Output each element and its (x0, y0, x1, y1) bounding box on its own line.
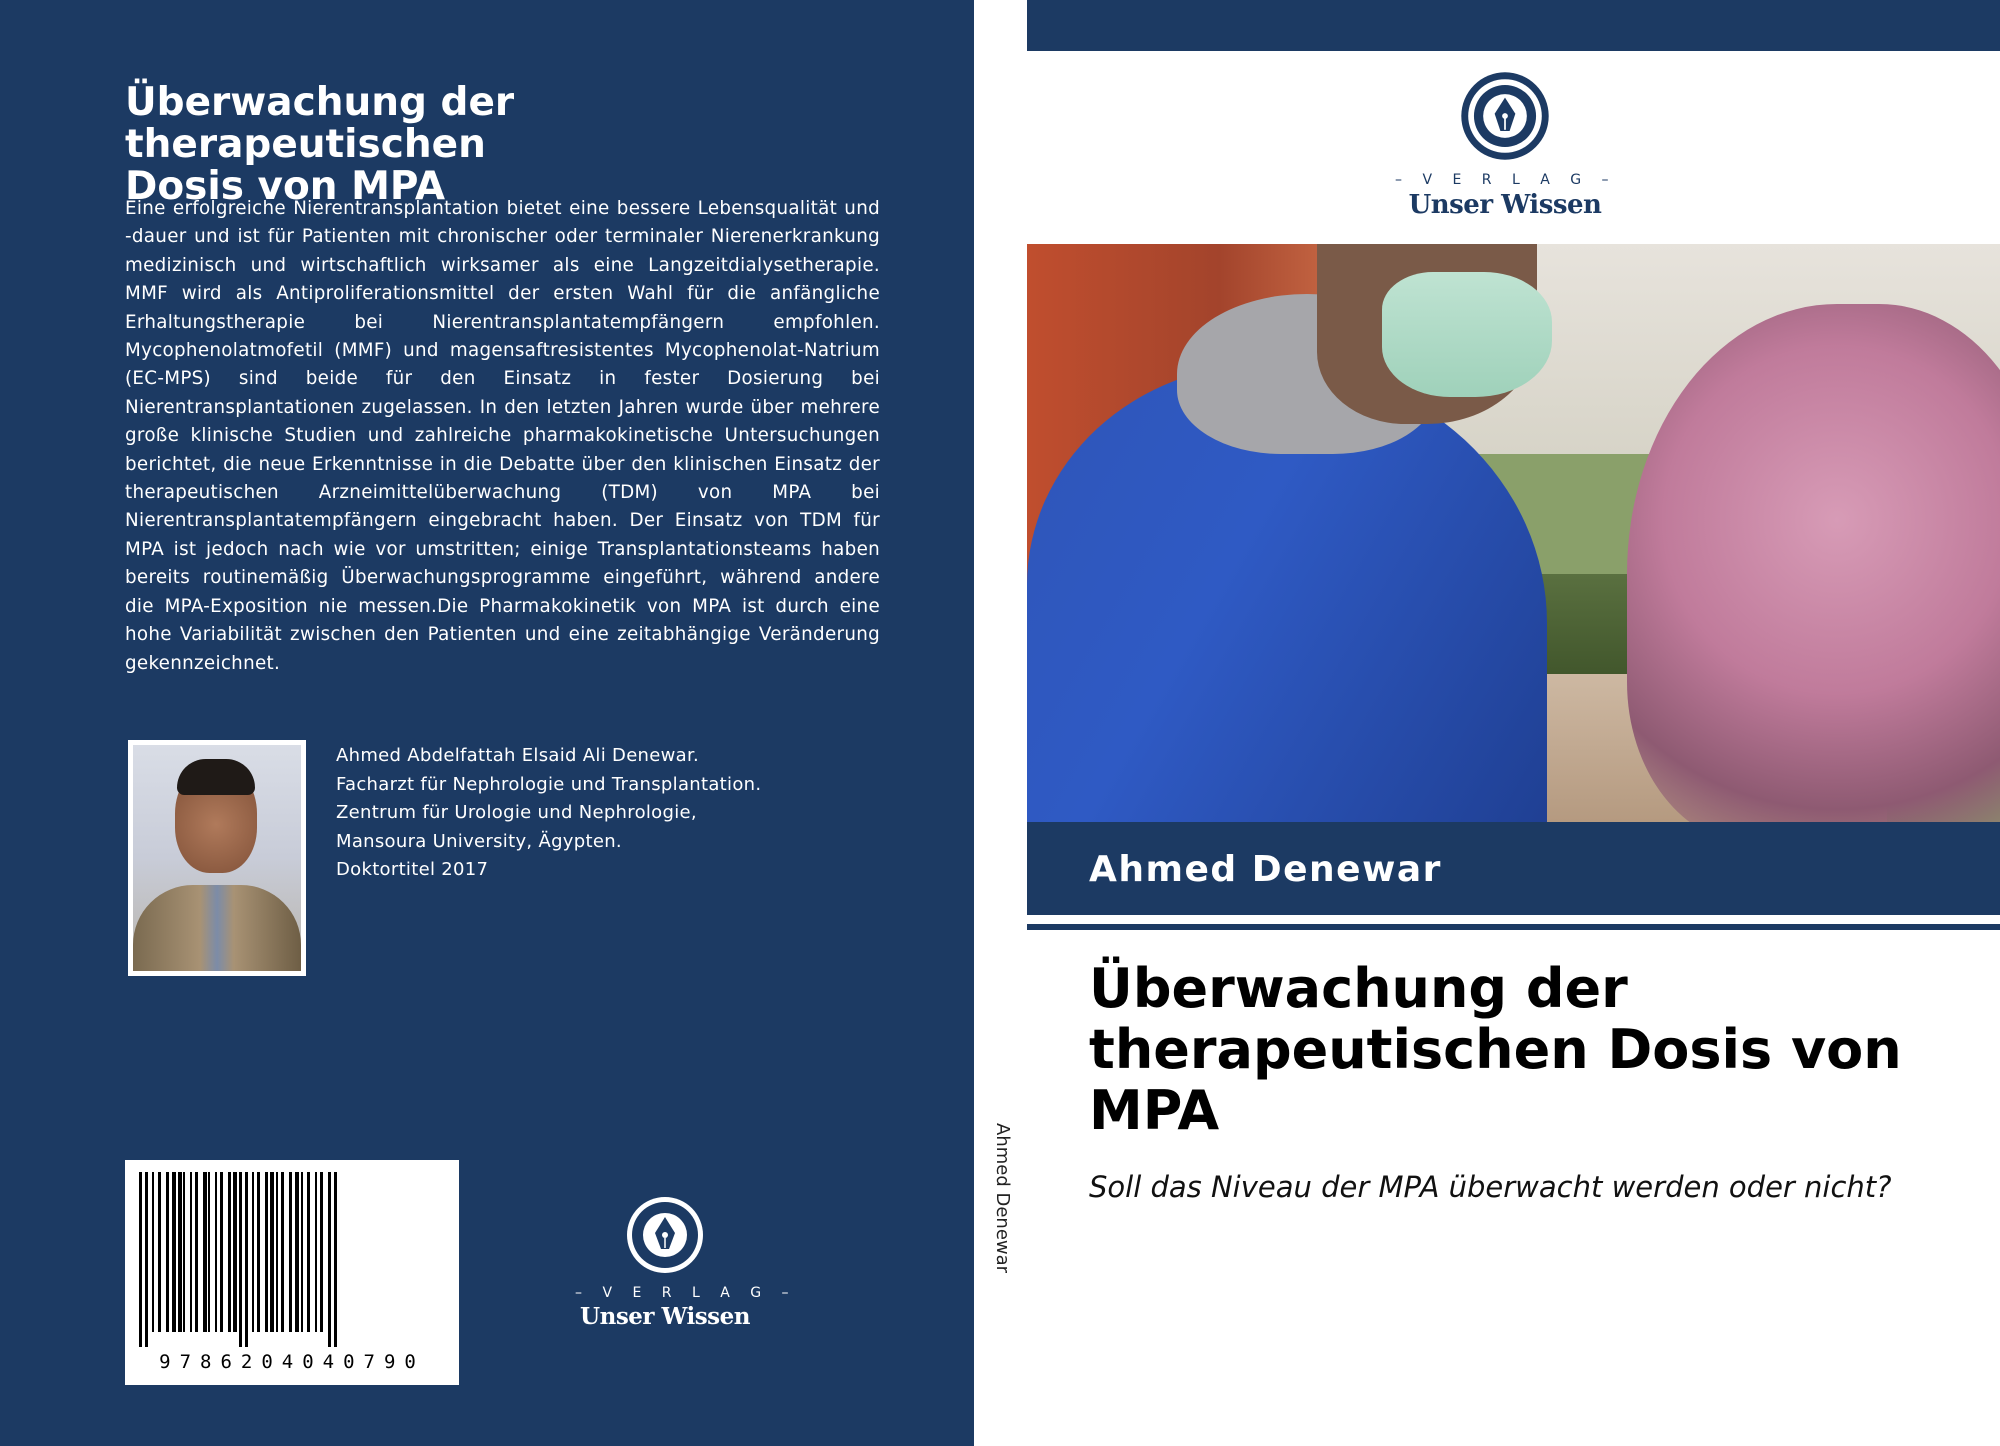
front-title-line-1: Überwachung der (1089, 957, 1628, 1020)
front-cover-title (1089, 958, 1969, 1141)
back-cover-blurb: Eine erfolgreiche Nierentransplantation bietet eine bessere Lebensqualität und -dauer und ist für Patienten mit chronischer oder terminaler Nierenerkrankung medizinisch und wirtschaftlich wirksamer als eine Langzeitdialysetherapie. MMF wird als Antiproliferationsmittel der ersten Wahl für die anfängliche Erhaltungstherapie bei Nierentransplantatempfängern empfohlen. Mycophenolatmofetil (MMF) und magensaftresistentes Mycophenolat-Natrium (EC-MPS) sind beide für den Einsatz in fester Dosierung bei Nierentransplantationen zugelassen. In den letzten Jahren wurde über mehrere große klinische Studien und zahlreiche pharmakokinetische Untersuchungen berichtet, die neue Erkenntnisse in die Debatte über den klinischen Einsatz der therapeutischen Arzneimittelüberwachung (TDM) von MPA bei Nierentransplantatempfängern eingebracht haben. Der Einsatz von TDM für MPA ist jedoch nach wie vor umstritten; einige Transplantationsteams haben bereits routinemäßig Überwachungsprogramme eingeführt, während andere die MPA-Exposition nie messen.Die Pharmakokinetik von MPA ist durch eine hohe Variabilität zwischen den Patienten und eine zeitabhängige Veränderung gekennzeichnet. (125, 198, 880, 674)
publisher-logo-back (575, 1195, 797, 1330)
bio-line: Doktortitel 2017 (336, 859, 489, 880)
bio-line: Facharzt für Nephrologie und Transplantation. (336, 773, 762, 795)
author-bio (336, 742, 856, 885)
front-title-line-3: MPA (1089, 1079, 1220, 1142)
bio-line: Mansoura University, Ägypten. (336, 830, 622, 852)
isbn-digits: 9786204040790 (159, 1351, 425, 1373)
front-author-name: Ahmed Denewar (1089, 849, 1442, 890)
publisher-tagline: – V E R L A G – (1395, 172, 1617, 188)
front-cover-top-bar (1027, 0, 2000, 51)
fountain-pen-nib-seal-icon (625, 1195, 705, 1275)
back-title-line-2: Dosis von MPA (125, 164, 446, 209)
bio-line: Zentrum für Urologie und Nephrologie, (336, 802, 697, 823)
cover-photo (1027, 244, 2000, 822)
publisher-logo-front (1395, 70, 1615, 220)
publisher-name: Unser Wissen (580, 1303, 750, 1330)
back-title-line-1: Überwachung der therapeutischen (125, 80, 515, 167)
author-photo (128, 740, 306, 976)
bio-line: Ahmed Abdelfattah Elsaid Ali Denewar. (336, 745, 700, 766)
front-title-line-2: therapeutischen Dosis von (1089, 1018, 1902, 1081)
isbn-barcode (125, 1160, 459, 1385)
front-cover-subtitle: Soll das Niveau der MPA überwacht werden oder nicht? (1089, 1170, 1892, 1204)
publisher-name: Unser Wissen (1408, 190, 1602, 220)
fountain-pen-nib-seal-icon (1459, 70, 1551, 162)
divider-rule (1027, 924, 2000, 930)
back-cover (0, 0, 974, 1446)
back-cover-title (125, 82, 885, 208)
spine-author: Ahmed Denewar (992, 1123, 1013, 1274)
publisher-tagline: – V E R L A G – (575, 1285, 797, 1301)
